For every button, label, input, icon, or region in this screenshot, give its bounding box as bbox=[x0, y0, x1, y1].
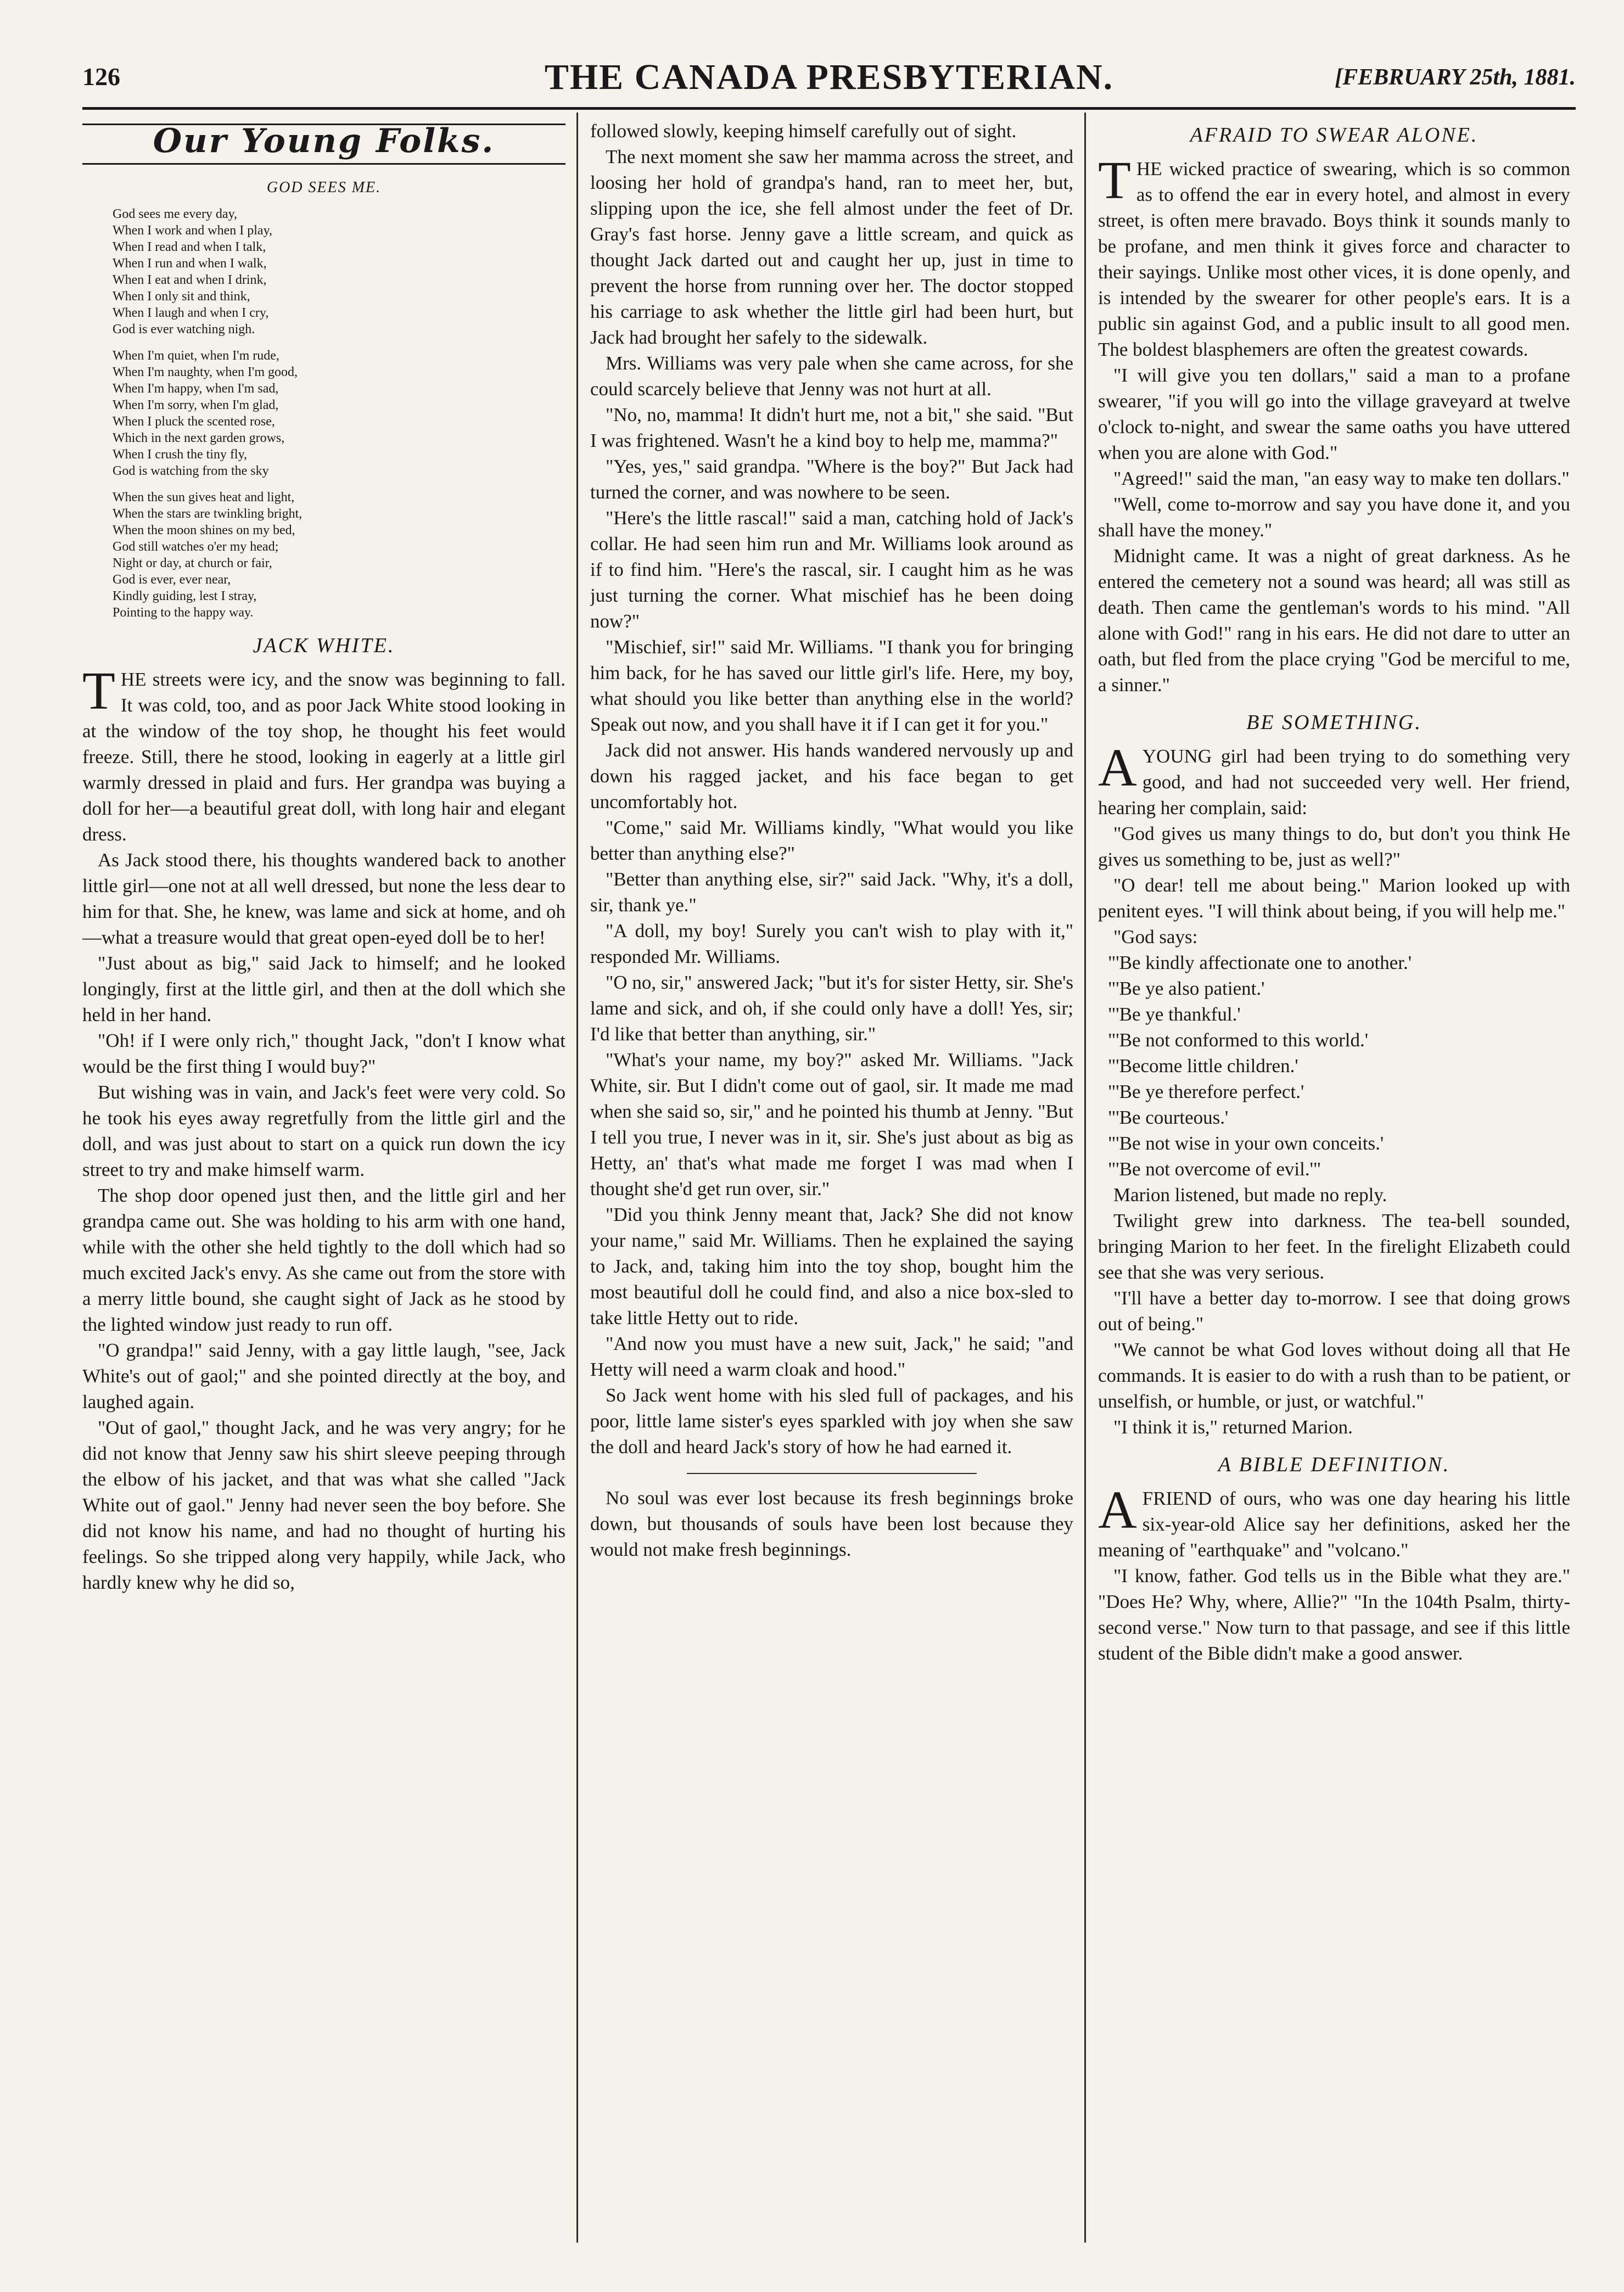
precept-line: "'Be not conformed to this world.' bbox=[1108, 1029, 1369, 1051]
precept-line: "'Be courteous.' bbox=[1108, 1107, 1229, 1128]
story-title: JACK WHITE. bbox=[253, 634, 395, 657]
article-paragraph: Twilight grew into darkness. The tea-bell sounded, bringing Marion to her feet. In the firelight Elizabeth could see that she was very serious. bbox=[1098, 1210, 1570, 1283]
article-paragraph: "We cannot be what God loves without doing all that He commands. It is easier to do with a rush than to be patient, or unselfish, or humble, or just, or watchful." bbox=[1098, 1339, 1570, 1412]
poem-line: When the moon shines on my bed, bbox=[113, 523, 295, 537]
poem-line: Pointing to the happy way. bbox=[113, 606, 254, 620]
story-paragraph: "Here's the little rascal!" said a man, catching hold of Jack's collar. He had seen him run and Mr. Williams look around as if to find him. "Here's the rascal, sir. I caught him as he was just turning the corner. What mischief has he been doing now?" bbox=[590, 507, 1073, 632]
be-list bbox=[1098, 950, 1570, 1182]
poem-line: When I laugh and when I cry, bbox=[113, 306, 269, 320]
article-title-be-something: BE SOMETHING. bbox=[1246, 711, 1422, 734]
be-after-paragraphs bbox=[1098, 1182, 1570, 1440]
story-paragraph: "O no, sir," answered Jack; "but it's for sister Hetty, sir. She's lame and sick, and oh, if she could only have a doll! Yes, sir; I'd like that better than anything, sir." bbox=[590, 972, 1073, 1045]
column-left bbox=[82, 118, 565, 2237]
article-paragraph: "God says: bbox=[1113, 926, 1198, 948]
be-first-paragraph: A YOUNG girl had been trying to do something very good, and had not succeeded very well. Her friend, hearing her complain, said: bbox=[1098, 738, 1570, 819]
poem-stanza bbox=[113, 348, 565, 479]
poem-line: God is watching from the sky bbox=[113, 464, 269, 478]
poem-line: God sees me every day, bbox=[113, 207, 238, 221]
bible-first-paragraph: A FRIEND of ours, who was one day hearing his little six-year-old Alice say her definitions, asked her the meaning of "earthquake" and "volcano." bbox=[1098, 1481, 1570, 1561]
poem-line: When I work and when I play, bbox=[113, 223, 273, 238]
poem-line: When I'm happy, when I'm sad, bbox=[113, 382, 279, 396]
column-middle bbox=[590, 118, 1073, 2237]
column-divider bbox=[576, 113, 578, 2243]
story-paragraph: "O grandpa!" said Jenny, with a gay little laugh, "see, Jack White's out of gaol;" and she pointed directly at the boy, and laughed again. bbox=[82, 1340, 565, 1413]
column-divider bbox=[1084, 113, 1086, 2243]
poem-line: Which in the next garden grows, bbox=[113, 431, 285, 445]
precept-line: "'Be not wise in your own conceits.' bbox=[1108, 1133, 1384, 1154]
story-paragraph: "Yes, yes," said grandpa. "Where is the boy?" But Jack had turned the corner, and was nowhere to be seen. bbox=[590, 456, 1073, 503]
article-paragraph: "O dear! tell me about being." Marion looked up with penitent eyes. "I will think about being, if you will help me." bbox=[1098, 875, 1570, 922]
story-paragraph: "Mischief, sir!" said Mr. Williams. "I thank you for bringing him back, for he has saved our little girl's life. Here, my boy, what should you like better than anything else in the world? Speak out now, and you shall have it if I can get it for you." bbox=[590, 636, 1073, 735]
bible-paragraphs bbox=[1098, 1563, 1570, 1666]
precept-line: "'Be kindly affectionate one to another.' bbox=[1108, 952, 1412, 973]
precept-line: "'Be ye also patient.' bbox=[1108, 978, 1265, 999]
section-heading: Our Young Folks. bbox=[153, 122, 495, 160]
article-title-swear: AFRAID TO SWEAR ALONE. bbox=[1190, 124, 1479, 147]
poem-line: God is ever watching nigh. bbox=[113, 322, 255, 337]
masthead-title: THE CANADA PRESBYTERIAN. bbox=[544, 57, 1114, 97]
poem-line: When I'm sorry, when I'm glad, bbox=[113, 398, 279, 412]
poem-title: GOD SEES ME. bbox=[266, 179, 382, 196]
poem-line: When I eat and when I drink, bbox=[113, 273, 267, 287]
article-paragraph: "God gives us many things to do, but don't you think He gives us something to be, just as well?" bbox=[1098, 823, 1570, 870]
poem-line: God still watches o'er my head; bbox=[113, 540, 279, 554]
page-number: 126 bbox=[82, 63, 120, 91]
be-paragraphs bbox=[1098, 821, 1570, 950]
story-paragraph: "Just about as big," said Jack to himself; and he looked longingly, first at the little girl, and then at the doll which she held in her hand. bbox=[82, 952, 565, 1025]
page-header bbox=[82, 52, 1576, 102]
story-paragraph: followed slowly, keeping himself carefully out of sight. bbox=[590, 120, 1017, 142]
story-paragraph: "Out of gaol," thought Jack, and he was very angry; for he did not know that Jenny saw his shirt sleeve peeping through the elbow of his jacket, and that was what she called "Jack White out of gaol." Jenny had never seen the boy before. She did not know his name, and had no thought of hurting his feelings. So she tripped along very happily, while Jack, who hardly knew why he did so, bbox=[82, 1417, 565, 1593]
story-first-paragraph: THE streets were icy, and the snow was beginning to fall. It was cold, too, and as poor Jack White stood looking in at the window of the toy shop, he thought his feet would freeze. Still, there he stood, looking in eagerly at a little girl warmly dressed in plaid and furs. Her grandpa was buying a doll for her—a beautiful great doll, with long hair and elegant dress. bbox=[82, 662, 565, 845]
poem-line: When I'm quiet, when I'm rude, bbox=[113, 349, 279, 363]
article-paragraph: "I think it is," returned Marion. bbox=[1113, 1416, 1353, 1438]
closing-paragraph: No soul was ever lost because its fresh beginnings broke down, but thousands of souls have been lost because they would not make fresh beginnings. bbox=[590, 1487, 1073, 1560]
poem-line: When I read and when I talk, bbox=[113, 240, 266, 254]
poem-line: God is ever, ever near, bbox=[113, 573, 231, 587]
precept-line: "'Be not overcome of evil.'" bbox=[1108, 1158, 1321, 1180]
precept-line: "'Become little children.' bbox=[1108, 1055, 1298, 1077]
poem bbox=[82, 206, 565, 621]
precept-line: "'Be ye therefore perfect.' bbox=[1108, 1081, 1304, 1102]
section-masthead bbox=[82, 124, 565, 165]
poem-line: When I'm naughty, when I'm good, bbox=[113, 365, 298, 379]
article-title-bible: A BIBLE DEFINITION. bbox=[1218, 1453, 1451, 1476]
story-paragraph: "What's your name, my boy?" asked Mr. Williams. "Jack White, sir. But I didn't come out of gaol, sir. It made me mad when she said so, sir," and he pointed his thumb at Jenny. "But I tell you true, I never was in it, sir. She's just about as big as Hetty, an' that's what made me forget I was mad when I thought she'd get run over, sir." bbox=[590, 1049, 1073, 1200]
poem-stanza bbox=[113, 489, 565, 621]
story-paragraph: "A doll, my boy! Surely you can't wish to play with it," responded Mr. Williams. bbox=[590, 920, 1073, 967]
story-paragraph: Jack did not answer. His hands wandered nervously up and down his ragged jacket, and his face began to get uncomfortably hot. bbox=[590, 739, 1073, 812]
story-continued bbox=[590, 118, 1073, 1460]
poem-line: When the sun gives heat and light, bbox=[113, 490, 295, 505]
story-paragraph: The next moment she saw her mamma across the street, and loosing her hold of grandpa's hand, ran to meet her, but, slipping upon the ice, she fell almost under the feet of Dr. Gray's fast horse. Jenny gave a little scream, and quick as thought Jack darted out and caught her up, just in time to prevent the horse from running over her. The doctor stopped his carriage to ask whether the little girl had been hurt, but Jack had brought her safely to the sidewalk. bbox=[590, 146, 1073, 348]
poem-line: When I crush the tiny fly, bbox=[113, 447, 248, 462]
swear-first-paragraph: THE wicked practice of swearing, which is so common as to offend the ear in every hotel, and almost in every street, is often mere bravado. Boys think it sounds manly to be profane, and men think it gives force and character to their sayings. Unlike most other vices, it is done openly, and is intended by the swearer for other people's ears. It is a public sin against God, and a public insult to all good men. The boldest blasphemers are often the greatest cowards. bbox=[1098, 151, 1570, 360]
story-paragraph: The shop door opened just then, and the little girl and her grandpa came out. She was holding to his arm with one hand, while with the other she held tightly to the doll which had so much excited Jack's envy. As she came out from the store with a merry little bound, she caught sight of Jack as he stood by the lighted window just ready to run off. bbox=[82, 1185, 565, 1335]
story-paragraph: "Did you think Jenny meant that, Jack? She did not know your name," said Mr. Williams. Then he explained the saying to Jack, and, taking him into the toy shop, bought him the most beautiful doll he could find, and also a nice box-sled to take little Hetty out to ride. bbox=[590, 1204, 1073, 1329]
article-paragraph: "I know, father. God tells us in the Bible what they are." "Does He? Why, where, Allie?" "In the 104th Psalm, thirty-second verse." Now turn to that passage, and see if this little student of the Bible didn't make a good answer. bbox=[1098, 1565, 1570, 1664]
precept-line: "'Be ye thankful.' bbox=[1108, 1004, 1241, 1025]
poem-line: Kindly guiding, lest I stray, bbox=[113, 589, 257, 603]
separator-rule bbox=[687, 1473, 977, 1474]
header-rule bbox=[82, 107, 1576, 110]
article-paragraph: "Agreed!" said the man, "an easy way to make ten dollars." bbox=[1113, 468, 1570, 489]
drop-cap: A bbox=[1098, 738, 1137, 798]
poem-line: When I pluck the scented rose, bbox=[113, 414, 275, 429]
issue-date: [FEBRUARY 25th, 1881. bbox=[1335, 65, 1576, 90]
column-right bbox=[1098, 118, 1570, 2237]
story-paragraph: Mrs. Williams was very pale when she came across, for she could scarcely believe that Jenny was not hurt at all. bbox=[590, 352, 1073, 400]
poem-line: Night or day, at church or fair, bbox=[113, 556, 272, 570]
story-paragraph: "No, no, mamma! It didn't hurt me, not a bit," she said. "But I was frightened. Wasn't he a kind boy to help me, mamma?" bbox=[590, 404, 1073, 451]
poem-stanza bbox=[113, 206, 565, 338]
story-paragraph: As Jack stood there, his thoughts wandered back to another little girl—one not at all well dressed, but none the less dear to him for that. She, he knew, was lame and sick at home, and oh—what a treasure would that great open-eyed doll be to her! bbox=[82, 849, 565, 948]
drop-cap: A bbox=[1098, 1481, 1137, 1540]
story-paragraph: "Oh! if I were only rich," thought Jack, "don't I know what would be the first thing I would buy?" bbox=[82, 1030, 565, 1077]
story-paragraph: "And now you must have a new suit, Jack," he said; "and Hetty will need a warm cloak and hood." bbox=[590, 1333, 1073, 1380]
article-paragraph: "Well, come to-morrow and say you have done it, and you shall have the money." bbox=[1098, 494, 1570, 541]
article-paragraph: Marion listened, but made no reply. bbox=[1113, 1184, 1387, 1206]
drop-cap: T bbox=[82, 662, 115, 721]
story-paragraph: But wishing was in vain, and Jack's feet were very cold. So he took his eyes away regretfully from the little girl and the doll, and was just about to start on a quick run down the icy street to try and make himself warm. bbox=[82, 1081, 565, 1180]
story-paragraphs bbox=[82, 847, 565, 1595]
story-paragraph: "Come," said Mr. Williams kindly, "What would you like better than anything else?" bbox=[590, 817, 1073, 864]
poem-line: When I run and when I walk, bbox=[113, 256, 267, 271]
story-paragraph: "Better than anything else, sir?" said Jack. "Why, it's a doll, sir, thank ye." bbox=[590, 868, 1073, 916]
drop-cap: T bbox=[1098, 151, 1131, 210]
poem-line: When I only sit and think, bbox=[113, 289, 250, 304]
article-paragraph: "I'll have a better day to-morrow. I see that doing grows out of being." bbox=[1098, 1287, 1570, 1335]
poem-line: When the stars are twinkling bright, bbox=[113, 507, 303, 521]
story-paragraph: So Jack went home with his sled full of packages, and his poor, little lame sister's eyes sparkled with joy when she saw the doll and heard Jack's story of how he had earned it. bbox=[590, 1385, 1073, 1458]
article-paragraph: Midnight came. It was a night of great darkness. As he entered the cemetery not a sound was heard; all was still as death. Then came the gentleman's words to his mind. "All alone with God!" rang in his ears. He did not dare to utter an oath, but fled from the place crying "God be merciful to me, a sinner." bbox=[1098, 545, 1570, 696]
swear-paragraphs bbox=[1098, 362, 1570, 698]
article-paragraph: "I will give you ten dollars," said a man to a profane swearer, "if you will go into the village graveyard at twelve o'clock to-night, and swear the same oaths you have uttered when you are alone with God." bbox=[1098, 365, 1570, 463]
